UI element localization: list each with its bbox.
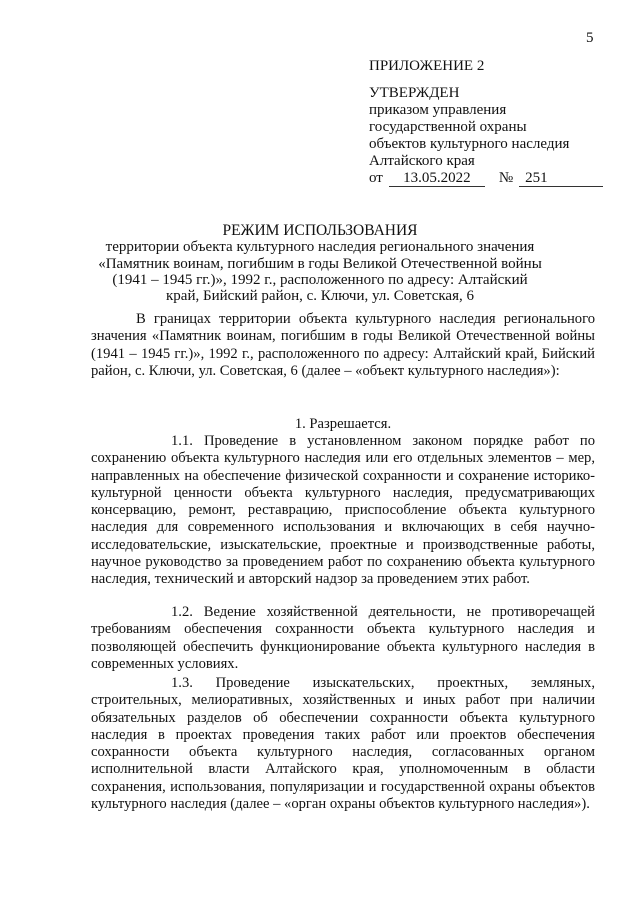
item-1-2-number: 1.2. [171, 604, 193, 620]
number-label: № [498, 170, 514, 186]
item-1-3 [91, 675, 595, 813]
approval-line-3: объектов культурного наследия [369, 136, 570, 152]
approval-line-2: государственной охраны [369, 119, 527, 135]
approved-label: УТВЕРЖДЕН [369, 85, 460, 101]
item-1-2 [91, 604, 595, 673]
item-1-2-text: Ведение хозяйственной деятельности, не противоречащей требованиям обеспечения сохранности объекта культурного наследия и позволяющей обеспечить функционирование объекта культурного наследия в современных условиях. [91, 604, 595, 672]
page-number: 5 [586, 30, 594, 46]
heading-line-4: край, Бийский район, с. Ключи, ул. Советская, 6 [166, 288, 474, 305]
order-date-row [369, 170, 619, 187]
item-1-1 [91, 433, 595, 589]
approval-line-1: приказом управления [369, 102, 507, 118]
date-label: от [369, 170, 383, 186]
approval-block [369, 58, 619, 187]
order-number: 251 [519, 171, 603, 187]
order-date: 13.05.2022 [389, 171, 485, 187]
approval-line-4: Алтайского края [369, 153, 475, 169]
heading-line-1: территории объекта культурного наследия регионального значения [105, 239, 535, 256]
heading-line-3: (1941 – 1945 гг.)», 1992 г., расположенного по адресу: Алтайский [112, 271, 528, 288]
heading-main: РЕЖИМ ИСПОЛЬЗОВАНИЯ [222, 222, 418, 239]
appendix-title: ПРИЛОЖЕНИЕ 2 [369, 58, 485, 74]
heading-line-2: «Памятник воинам, погибшим в годы Великой Отечественной войны [98, 255, 542, 272]
item-1-3-text: Проведение изыскательских, проектных, земляных, строительных, мелиоративных, хозяйственных и иных работ при наличии обязательных разделов об обеспечении сохранности объекта культурного наследия в проектах проведения таких работ или проектов обеспечения сохранности объекта культурного наследия, согласованных органом исполнительной власти Алтайского края, уполномоченным в области сохранения, использования, популяризации и государственной охраны объектов культурного наследия (далее – «орган охраны объектов культурного наследия»). [91, 675, 595, 813]
intro-paragraph: В границах территории объекта культурного наследия регионального значения «Памятник воинам, погибшим в годы Великой Отечественной войны (1941 – 1945 гг.)», 1992 г., расположенного по адресу: Алтайский край, Бийский район, с. Ключи, ул. Советская, 6 (далее – «объект культурного наследия»): [91, 311, 595, 379]
item-1-1-number: 1.1. [171, 433, 193, 449]
item-1-3-number: 1.3. [171, 675, 193, 691]
document-heading [40, 223, 600, 304]
section-1-heading: 1. Разрешается. [294, 416, 392, 432]
item-1-1-text: Проведение в установленном законом порядке работ по сохранению объекта культурного наследия или его отдельных элементов – мер, направленных на обеспечение физической сохранности и сохранение историко-культурной ценности объекта культурного наследия, предусматривающих консервацию, ремонт, реставрацию, приспособление объекта культурного наследия для современного использования и включающих в себя научно-исследовательские, изыскательские, проектные и производственные работы, научное руководство за проведением работ по сохранению объекта культурного наследия, технический и авторский надзор за проведением этих работ. [91, 433, 595, 588]
